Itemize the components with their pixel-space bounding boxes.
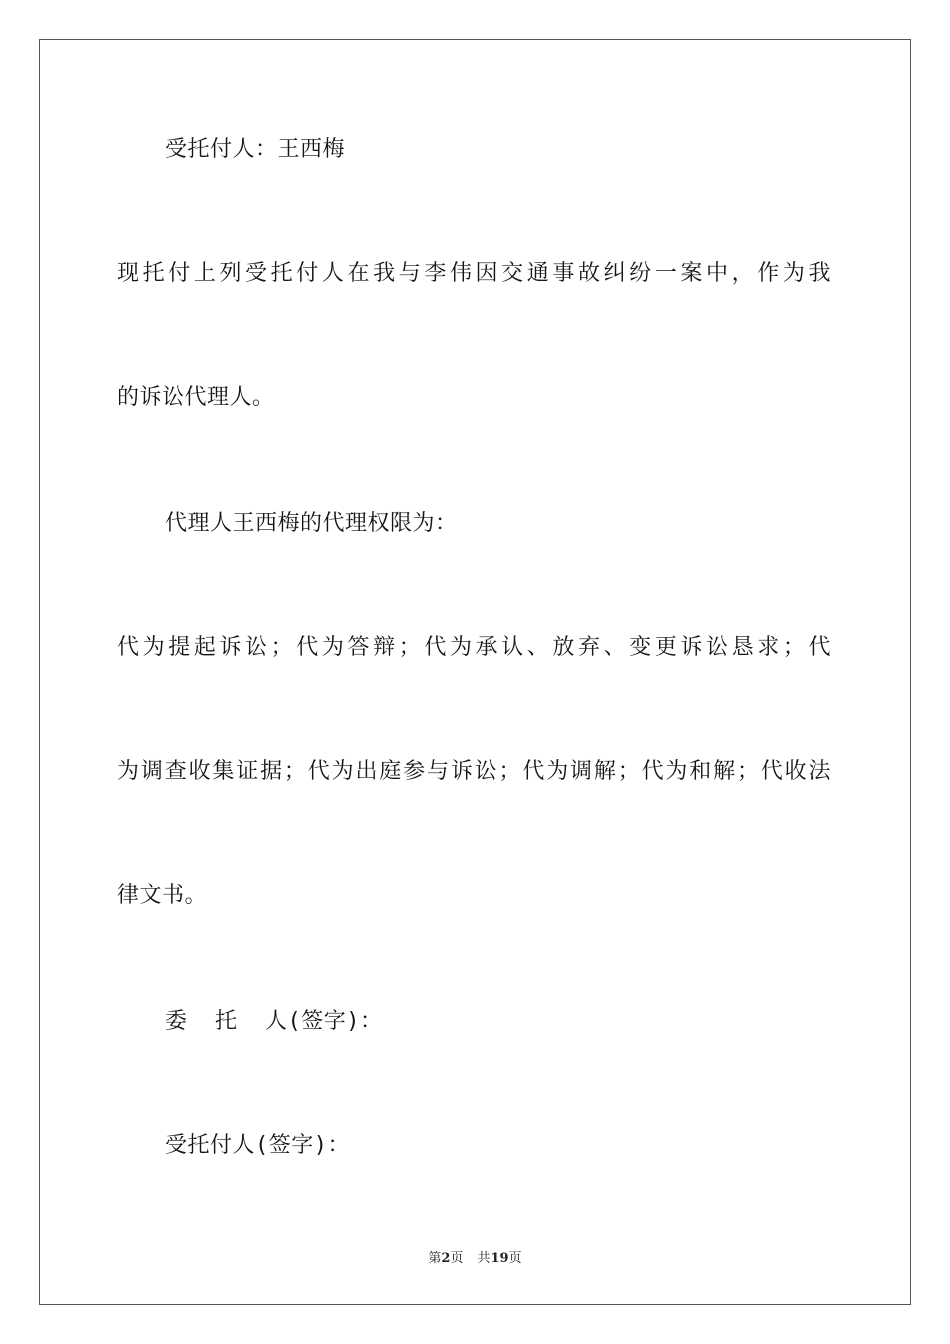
paragraph-authority-line-3: 律文书。 <box>117 883 208 908</box>
paragraph-authority-line-1: 代为提起诉讼；代为答辩；代为承认、放弃、变更诉讼恳求；代 <box>117 635 831 660</box>
footer-total-prefix: 共 <box>477 1251 491 1266</box>
footer-page-number: 2 <box>441 1251 451 1266</box>
trustee-line: 受托付人：王西梅 <box>165 137 346 162</box>
page-border <box>39 39 911 1305</box>
footer-total-pages: 19 <box>490 1251 509 1266</box>
trustee-signature-line: 受托付人(签字)： <box>165 1133 350 1158</box>
footer-total-suffix: 页 <box>508 1251 522 1266</box>
paragraph-authority-line-2: 为调查收集证据；代为出庭参与诉讼；代为调解；代为和解；代收法 <box>117 759 831 784</box>
authority-heading-line: 代理人王西梅的代理权限为： <box>165 511 458 536</box>
paragraph-entrust-line-2: 的诉讼代理人。 <box>117 385 275 410</box>
footer-page-prefix: 第 <box>428 1251 442 1266</box>
paragraph-entrust-line-1: 现托付上列受托付人在我与李伟因交通事故纠纷一案中，作为我 <box>117 261 831 286</box>
principal-signature-line: 委 托 人(签字)： <box>165 1009 383 1034</box>
page-footer <box>0 1247 950 1266</box>
footer-page-suffix: 页 <box>450 1251 464 1266</box>
